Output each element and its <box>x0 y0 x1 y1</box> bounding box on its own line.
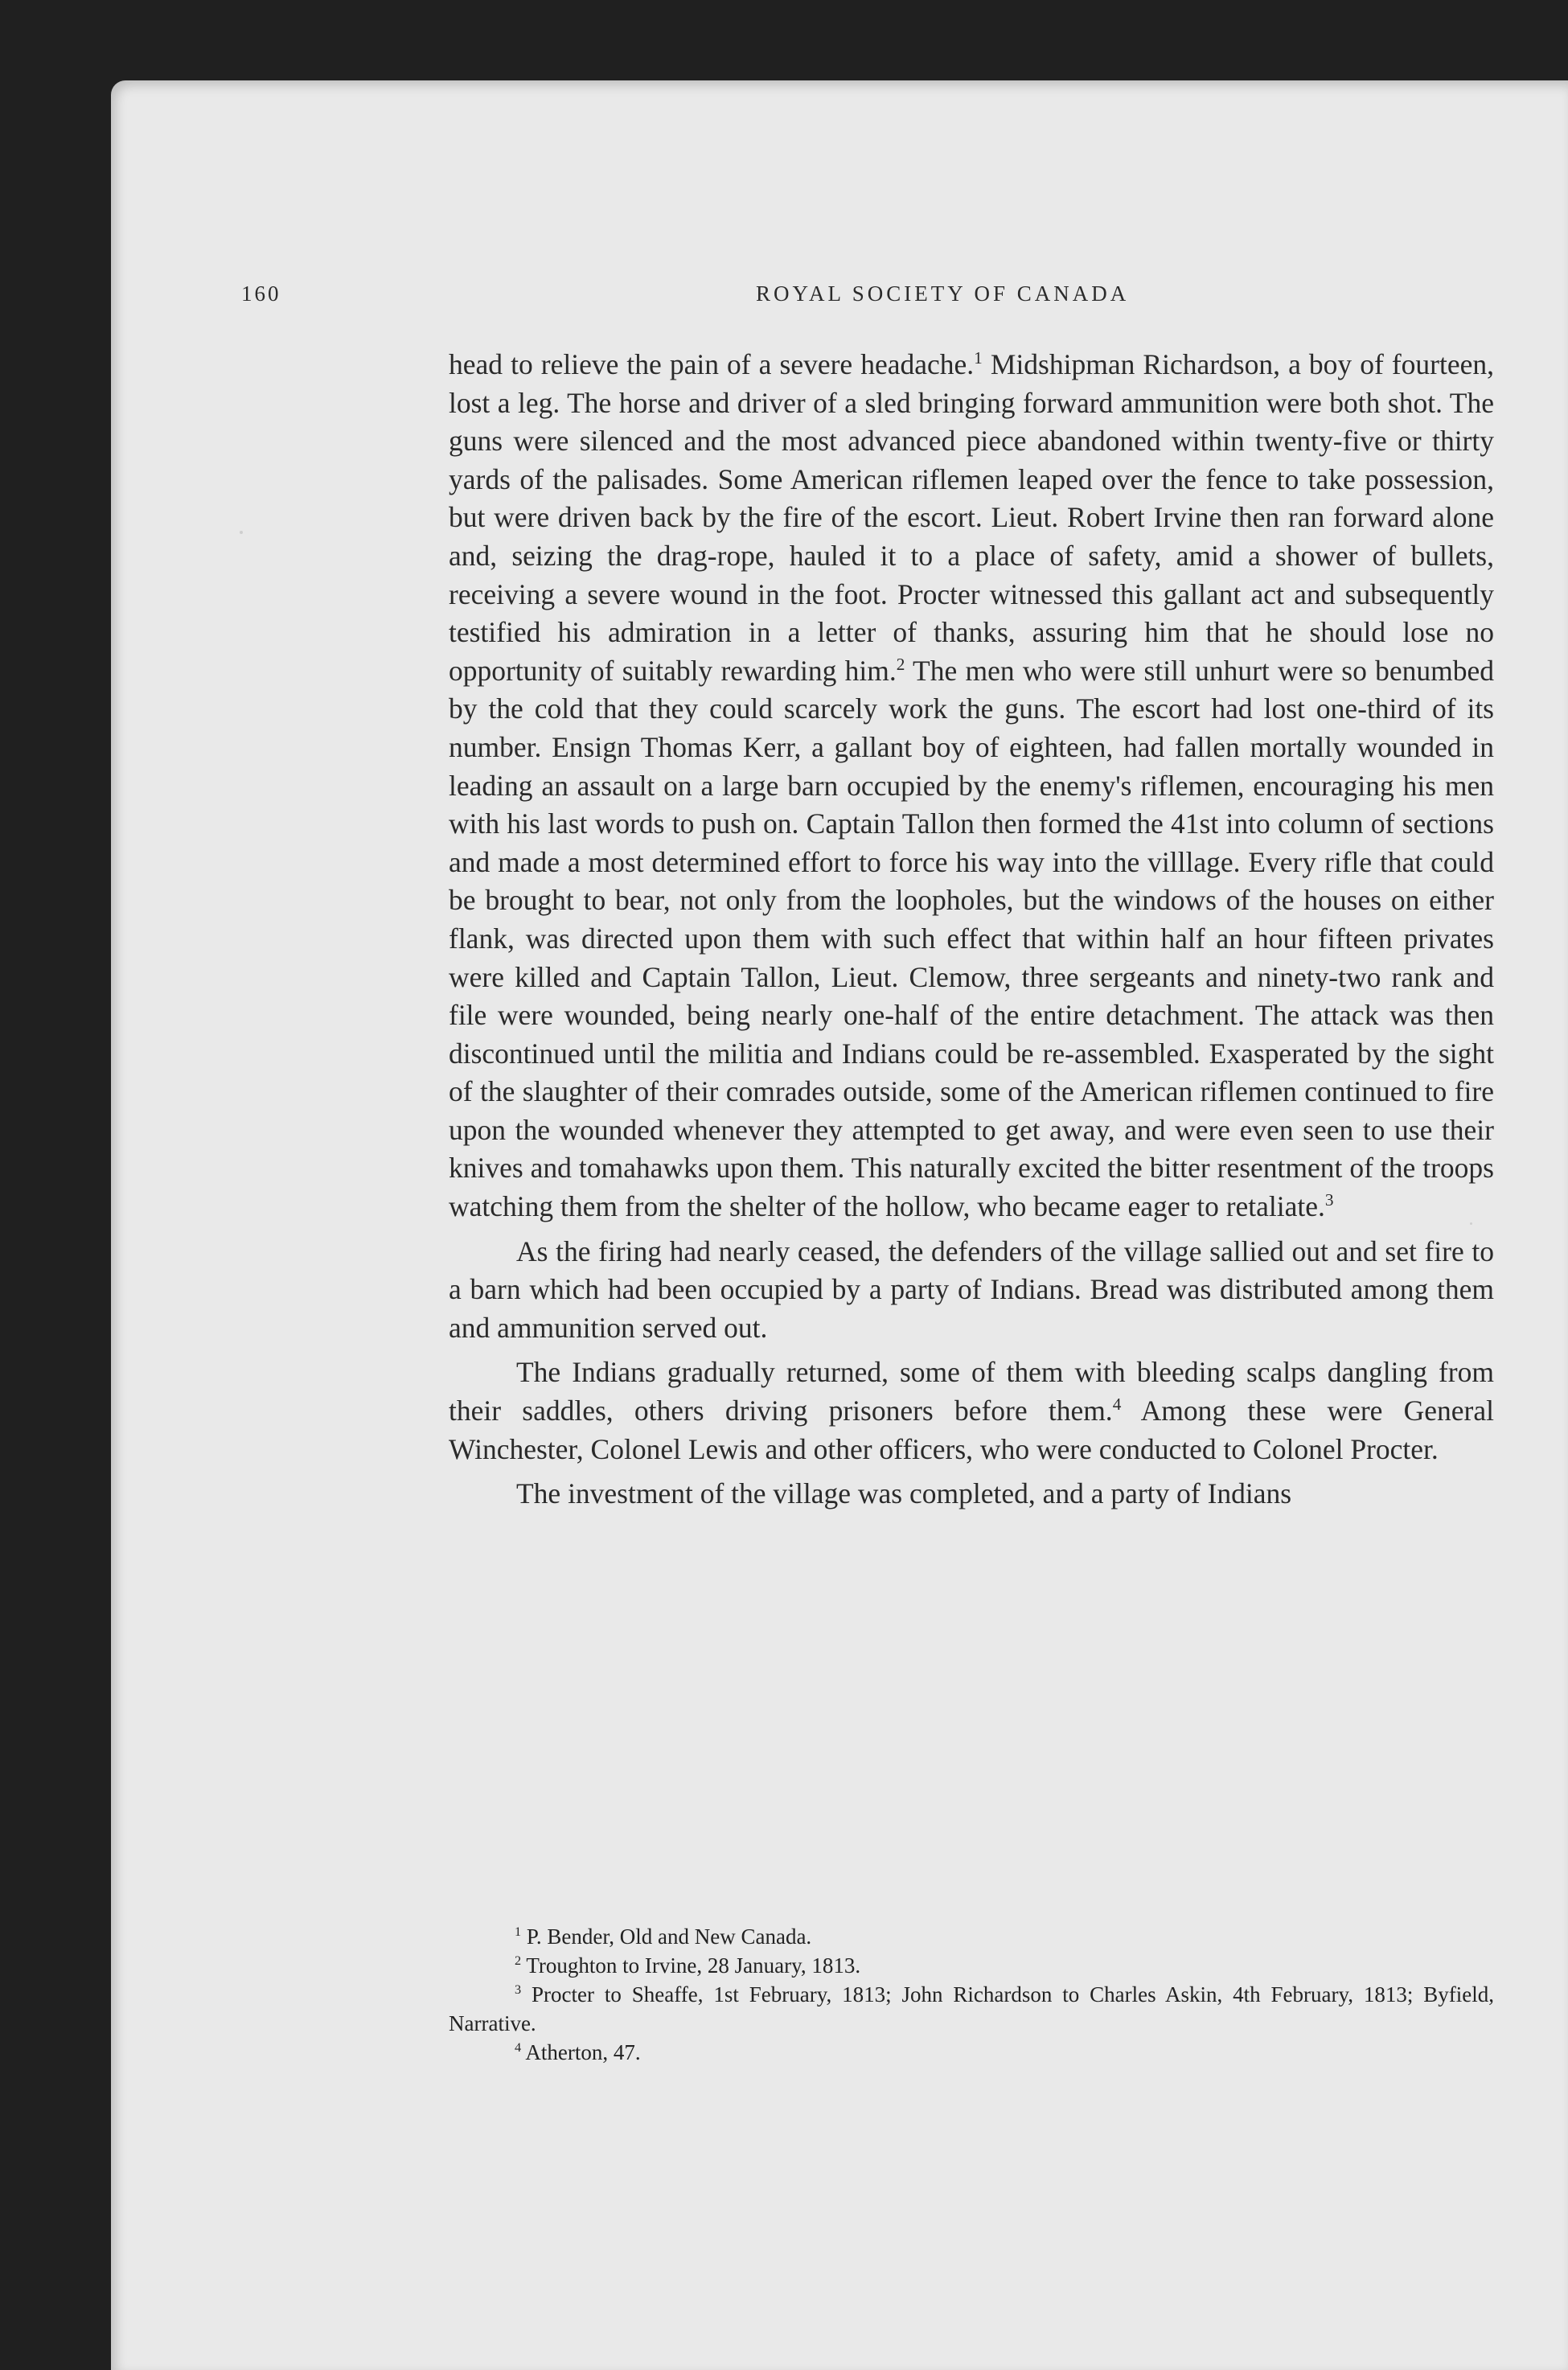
footnote-mark: 1 <box>515 1924 522 1939</box>
footnote-text: Procter to Sheaffe, 1st February, 1813; John Richardson to Charles Askin, 4th February, 1813; Byfield, Narrative. <box>449 1982 1494 2035</box>
footnote-reference[interactable]: 3 <box>1324 1190 1334 1210</box>
paragraph <box>449 1233 1494 1348</box>
footnote <box>449 1980 1494 2038</box>
footnote <box>449 2038 1494 2067</box>
paragraph <box>449 1353 1494 1468</box>
footnote-reference[interactable]: 1 <box>974 348 983 368</box>
footnote-text: P. Bender, Old and New Canada. <box>526 1924 812 1949</box>
footnote-mark: 2 <box>515 1953 522 1968</box>
running-head <box>241 281 1496 322</box>
running-title: ROYAL SOCIETY OF CANADA <box>756 281 1130 306</box>
paragraph-text: head to relieve the pain of a severe headache. <box>449 348 975 380</box>
footnote-mark: 3 <box>515 1982 522 1997</box>
paragraph-text: Midshipman Richardson, a boy of fourteen, lost a leg. The horse and driver of a sled bringing forward ammunition were both shot. The guns were silenced and the most advanced piece abandoned within twenty-five or thirty yards of the palisades. Some American riflemen leaped over the fence to take possession, but were driven back by the fire of the escort. Lieut. Robert Irvine then ran forward alone and, seizing the drag-rope, hauled it to a place of safety, amid a shower of bullets, receiving a severe wound in the foot. Procter witnessed this gallant act and subsequently testified his admiration in a letter of thanks, assuring him that he should lose no opportunity of suitably rewarding him. <box>449 348 1495 687</box>
footnote-mark: 4 <box>515 2040 522 2055</box>
paragraph-text: The Indians gradually returned, some of them with bleeding scalps dangling from their saddles, others driving prisoners before them. <box>449 1356 1494 1427</box>
footnotes <box>449 1922 1494 2067</box>
footnote-text: Atherton, 47. <box>525 2040 641 2064</box>
paragraph <box>449 1475 1494 1514</box>
paragraph-text: The investment of the village was completed, and a party of Indians <box>516 1477 1292 1510</box>
footnote <box>449 1951 1494 1980</box>
paragraph-text: Among these were General Winchester, Colonel Lewis and other officers, who were conducted to Colonel Procter. <box>449 1394 1494 1465</box>
paragraph-text: As the firing had nearly ceased, the defenders of the village sallied out and set fire to a barn which had been occupied by a party of Indians. Bread was distributed among them and ammunition served out. <box>449 1234 1494 1344</box>
footnote-reference[interactable]: 2 <box>896 654 905 674</box>
page-number: 160 <box>241 281 281 306</box>
body-text <box>449 346 1494 1514</box>
paragraph-text: The men who were still unhurt were so benumbed by the cold that they could scarcely work the guns. The escort had lost one-third of its number. Ensign Thomas Kerr, a gallant boy of eighteen, had fallen mortally wounded in leading an assault on a large barn occupied by the enemy's riflemen, encouraging his men with his last words to push on. Captain Tallon then formed the 41st into column of sections and made a most determined effort to force his way into the villlage. Every rifle that could be brought to bear, not only from the loopholes, but the windows of the houses on either flank, was directed upon them with such effect that within half an hour fifteen privates were killed and Captain Tallon, Lieut. Clemow, three sergeants and ninety-two rank and file were wounded, being nearly one-half of the entire detachment. The attack was then discontinued until the militia and Indians could be re-assembled. Exasperated by the sight of the slaughter of their comrades outside, some of the American riflemen continued to fire upon the wounded whenever they attempted to get away, and were even seen to use their knives and tomahawks upon them. This naturally excited the bitter resentment of the troops watching them from the shelter of the hollow, who became eager to retaliate. <box>449 654 1494 1223</box>
paragraph <box>449 346 1494 1226</box>
footnote <box>449 1922 1494 1951</box>
footnote-reference[interactable]: 4 <box>1112 1394 1122 1415</box>
footnote-text: Troughton to Irvine, 28 January, 1813. <box>526 1953 861 1978</box>
scan-speck <box>240 531 243 534</box>
